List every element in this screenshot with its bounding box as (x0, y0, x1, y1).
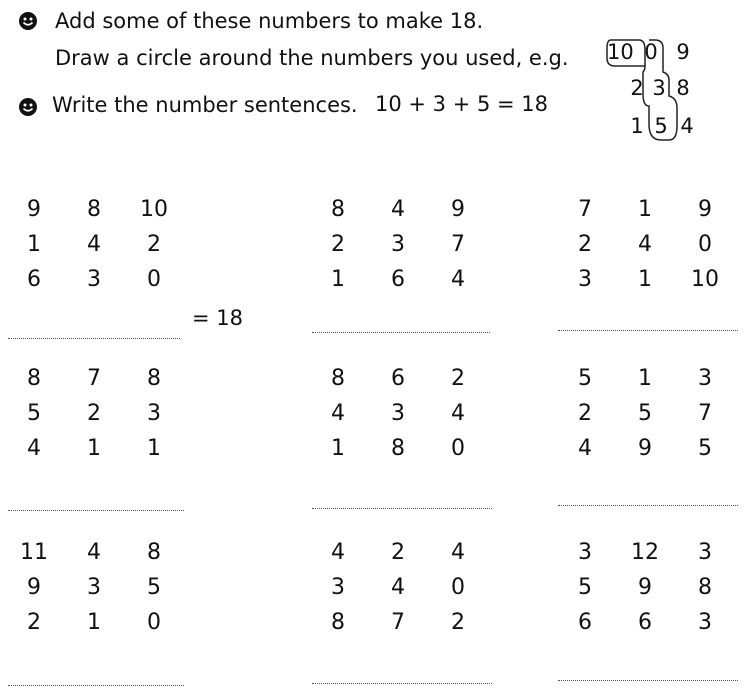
puzzle-number[interactable]: 8 (147, 540, 161, 565)
puzzle-number[interactable]: 5 (27, 401, 41, 426)
puzzle-number[interactable]: 3 (331, 575, 345, 600)
puzzle-number[interactable]: 2 (578, 401, 592, 426)
example-cell: 3 (652, 76, 666, 100)
puzzle-number[interactable]: 4 (331, 540, 345, 565)
puzzle-number[interactable]: 7 (698, 401, 712, 426)
example-grid (605, 36, 715, 146)
puzzle-number[interactable]: 4 (451, 401, 465, 426)
answer-line[interactable] (312, 683, 492, 684)
puzzle-number[interactable]: 1 (147, 436, 161, 461)
puzzle-number[interactable]: 9 (698, 197, 712, 222)
puzzle-number[interactable]: 0 (147, 267, 161, 292)
puzzle-number[interactable]: 9 (638, 575, 652, 600)
puzzle-number[interactable]: 9 (638, 436, 652, 461)
puzzle-number[interactable]: 6 (638, 610, 652, 635)
puzzle-number[interactable]: 2 (578, 232, 592, 257)
puzzle-number[interactable]: 4 (638, 232, 652, 257)
number-puzzle (14, 197, 214, 357)
puzzle-number[interactable]: 5 (147, 575, 161, 600)
instruction-line-2: Draw a circle around the numbers you used, e.g. (55, 46, 569, 70)
number-puzzle (565, 197, 756, 357)
puzzle-number[interactable]: 6 (578, 610, 592, 635)
number-puzzle (14, 366, 214, 526)
puzzle-number[interactable]: 4 (27, 436, 41, 461)
puzzle-number[interactable]: 10 (691, 267, 719, 292)
answer-line[interactable] (558, 330, 738, 331)
answer-line[interactable] (8, 685, 184, 686)
puzzle-number[interactable]: 8 (331, 366, 345, 391)
puzzle-number[interactable]: 8 (331, 197, 345, 222)
puzzle-number[interactable]: 8 (391, 436, 405, 461)
instruction-line-1: Add some of these numbers to make 18. (55, 9, 484, 33)
answer-equals-18: = 18 (192, 306, 243, 330)
puzzle-number[interactable]: 3 (698, 540, 712, 565)
puzzle-number[interactable]: 6 (27, 267, 41, 292)
puzzle-number[interactable]: 8 (147, 366, 161, 391)
puzzle-number[interactable]: 6 (391, 366, 405, 391)
example-cell: 1 (630, 114, 644, 138)
example-cell: 0 (644, 40, 658, 64)
number-puzzle (318, 540, 518, 700)
puzzle-number[interactable]: 7 (87, 366, 101, 391)
puzzle-number[interactable]: 3 (578, 267, 592, 292)
number-puzzle (318, 197, 518, 357)
puzzle-number[interactable]: 5 (638, 401, 652, 426)
puzzle-number[interactable]: 2 (331, 232, 345, 257)
puzzle-number[interactable]: 1 (331, 267, 345, 292)
puzzle-number[interactable]: 0 (147, 610, 161, 635)
puzzle-number[interactable]: 10 (140, 197, 168, 222)
puzzle-number[interactable]: 0 (451, 436, 465, 461)
puzzle-number[interactable]: 0 (698, 232, 712, 257)
puzzle-number[interactable]: 7 (578, 197, 592, 222)
puzzle-number[interactable]: 2 (451, 366, 465, 391)
puzzle-number[interactable]: 4 (391, 575, 405, 600)
puzzle-number[interactable]: 1 (638, 267, 652, 292)
puzzle-number[interactable]: 3 (147, 401, 161, 426)
puzzle-number[interactable]: 1 (331, 436, 345, 461)
example-cell: 9 (676, 40, 690, 64)
example-cell: 8 (676, 76, 690, 100)
number-puzzle (14, 540, 214, 700)
answer-line[interactable] (312, 332, 490, 333)
puzzle-number[interactable]: 2 (87, 401, 101, 426)
answer-line[interactable] (312, 508, 492, 509)
puzzle-number[interactable]: 3 (391, 401, 405, 426)
puzzle-number[interactable]: 4 (451, 540, 465, 565)
puzzle-number[interactable]: 3 (391, 232, 405, 257)
smiley-face-icon (18, 11, 38, 31)
example-cell: 2 (630, 76, 644, 100)
puzzle-number[interactable]: 1 (638, 366, 652, 391)
puzzle-number[interactable]: 1 (87, 610, 101, 635)
puzzle-number[interactable]: 5 (698, 436, 712, 461)
example-cell: 10 (607, 40, 634, 64)
puzzle-number[interactable]: 5 (578, 366, 592, 391)
puzzle-number[interactable]: 1 (638, 197, 652, 222)
puzzle-number[interactable]: 1 (87, 436, 101, 461)
puzzle-number[interactable]: 4 (391, 197, 405, 222)
smiley-face-icon (18, 97, 38, 117)
puzzle-number[interactable]: 3 (578, 540, 592, 565)
puzzle-number[interactable]: 3 (698, 610, 712, 635)
puzzle-number[interactable]: 3 (87, 575, 101, 600)
puzzle-number[interactable]: 9 (27, 197, 41, 222)
puzzle-number[interactable]: 7 (391, 610, 405, 635)
example-number-sentence: 10 + 3 + 5 = 18 (375, 92, 549, 116)
puzzle-number[interactable]: 4 (331, 401, 345, 426)
puzzle-number[interactable]: 8 (87, 197, 101, 222)
puzzle-number[interactable]: 9 (451, 197, 465, 222)
puzzle-number[interactable]: 12 (631, 540, 659, 565)
puzzle-number[interactable]: 2 (27, 610, 41, 635)
puzzle-number[interactable]: 3 (698, 366, 712, 391)
puzzle-number[interactable]: 11 (20, 540, 48, 565)
puzzle-number[interactable]: 3 (87, 267, 101, 292)
puzzle-number[interactable]: 2 (391, 540, 405, 565)
puzzle-number[interactable]: 4 (87, 232, 101, 257)
puzzle-number[interactable]: 2 (147, 232, 161, 257)
puzzle-number[interactable]: 6 (391, 267, 405, 292)
puzzle-number[interactable]: 7 (451, 232, 465, 257)
example-cell: 4 (680, 114, 694, 138)
number-puzzle (318, 366, 518, 526)
answer-line[interactable] (8, 338, 180, 339)
puzzle-number[interactable]: 9 (27, 575, 41, 600)
puzzle-number[interactable]: 5 (578, 575, 592, 600)
number-puzzle (565, 366, 756, 526)
instruction-line-3: Write the number sentences. (52, 93, 358, 117)
puzzle-number[interactable]: 1 (27, 232, 41, 257)
puzzle-number[interactable]: 8 (27, 366, 41, 391)
example-cell: 5 (654, 114, 668, 138)
answer-line[interactable] (8, 510, 184, 511)
puzzle-number[interactable]: 2 (451, 610, 465, 635)
puzzle-number[interactable]: 0 (451, 575, 465, 600)
puzzle-number[interactable]: 4 (578, 436, 592, 461)
puzzle-number[interactable]: 4 (451, 267, 465, 292)
puzzle-number[interactable]: 8 (331, 610, 345, 635)
number-puzzle (565, 540, 756, 700)
answer-line[interactable] (558, 505, 738, 506)
puzzle-number[interactable]: 8 (698, 575, 712, 600)
answer-line[interactable] (558, 680, 738, 681)
puzzle-number[interactable]: 4 (87, 540, 101, 565)
